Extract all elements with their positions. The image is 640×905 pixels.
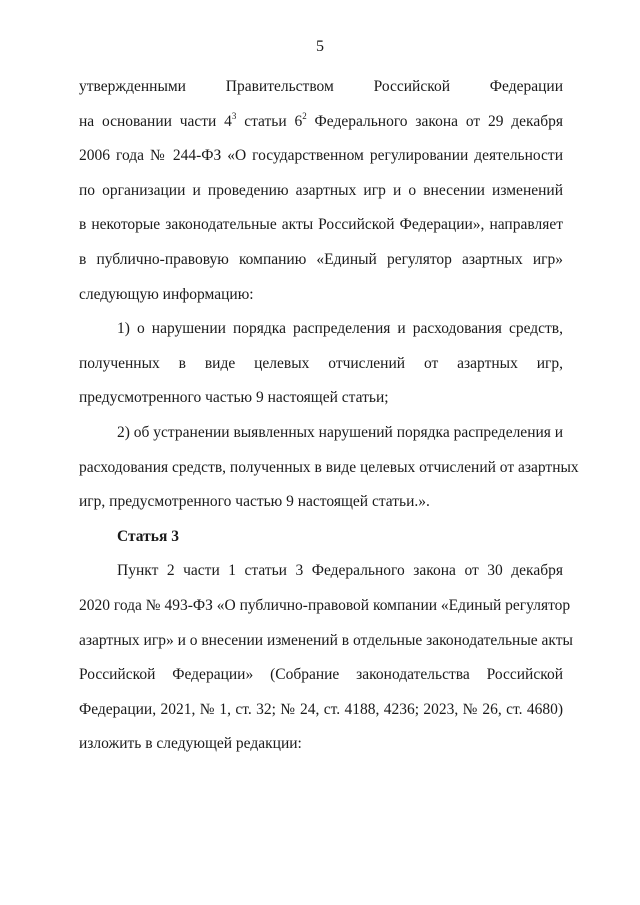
text-line bbox=[79, 109, 563, 144]
text-line: в некоторые законодательные акты Российской Федерации», направляет bbox=[79, 216, 563, 234]
page-number: 5 bbox=[316, 38, 324, 55]
text-line: игр, предусмотренного частью 9 настоящей статьи.». bbox=[79, 493, 430, 511]
text-line: предусмотренного частью 9 настоящей статьи; bbox=[79, 389, 389, 407]
superscript: 2 bbox=[302, 110, 307, 121]
text-line: Федерации, 2021, № 1, ст. 32; № 24, ст. 4188, 4236; 2023, № 26, ст. 4680) bbox=[79, 700, 563, 718]
paragraph bbox=[79, 74, 563, 316]
text-line: Пункт 2 части 1 статьи 3 Федерального закона от 30 декабря bbox=[117, 562, 563, 580]
paragraph bbox=[79, 420, 579, 524]
text-line: изложить в следующей редакции: bbox=[79, 735, 302, 753]
text-line: расходования средств, полученных в виде целевых отчислений от азартных bbox=[79, 458, 579, 476]
text-line: следующую информацию: bbox=[79, 285, 254, 303]
superscript: 3 bbox=[231, 110, 237, 121]
paragraph bbox=[79, 524, 563, 559]
document-body bbox=[79, 74, 579, 766]
text-run: на основании части 4 bbox=[79, 112, 232, 130]
text-line: в публично-правовую компанию «Единый регулятор азартных игр» bbox=[79, 250, 563, 268]
text-line: 2) об устранении выявленных нарушений порядка распределения и bbox=[117, 423, 564, 441]
text-run: статьи 6 bbox=[236, 112, 303, 130]
text-run: Федерального закона от 29 декабря bbox=[306, 112, 563, 130]
text-line: Российской Федерации» (Собрание законодательства Российской bbox=[79, 666, 563, 684]
text-line: азартных игр» и о внесении изменений в отдельные законодательные акты bbox=[79, 631, 573, 649]
paragraph bbox=[79, 558, 573, 766]
text-line: полученных в виде целевых отчислений от азартных игр, bbox=[79, 354, 563, 372]
text-line: 2020 года № 493-ФЗ «О публично-правовой компании «Единый регулятор bbox=[79, 596, 571, 614]
text-line: 1) о нарушении порядка распределения и расходования средств, bbox=[117, 320, 563, 338]
text-line: утвержденными Правительством Российской Федерации bbox=[79, 78, 563, 95]
text-line: 2006 года № 244-ФЗ «О государственном регулировании деятельности bbox=[79, 147, 563, 165]
paragraph bbox=[79, 316, 563, 420]
text-line: по организации и проведению азартных игр и о внесении изменений bbox=[79, 181, 563, 199]
section-heading: Статья 3 bbox=[117, 527, 179, 545]
